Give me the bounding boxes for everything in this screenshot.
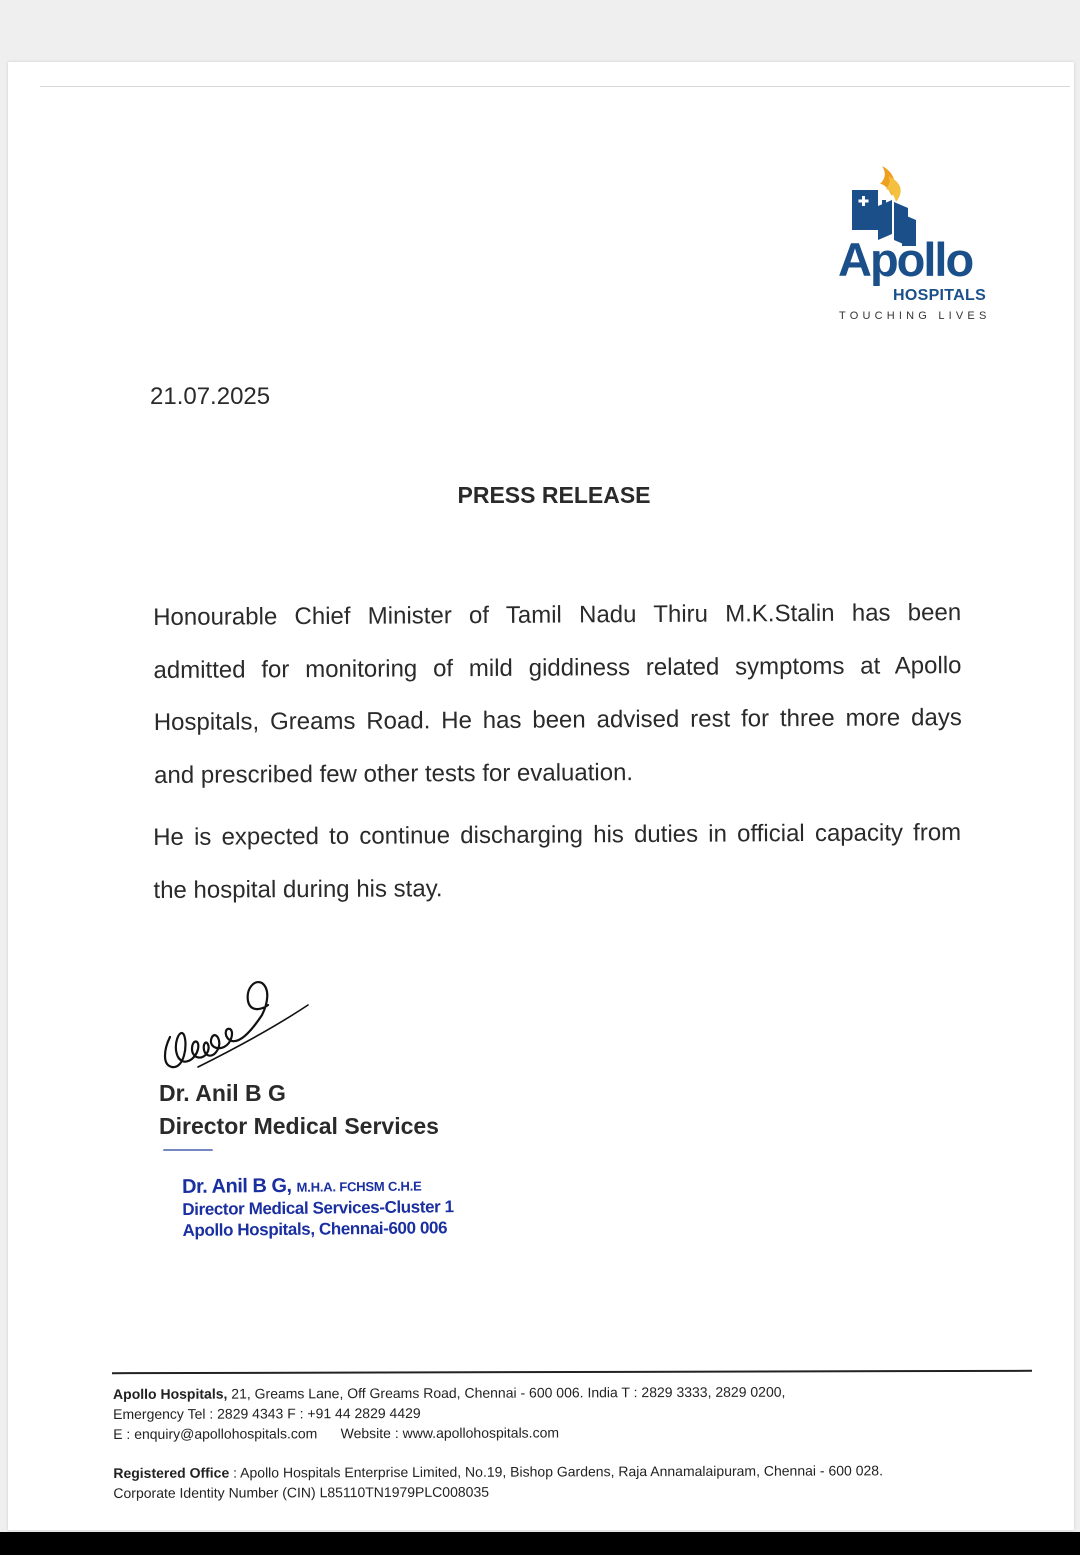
logo-subtitle: HOSPITALS xyxy=(893,287,987,304)
footer-registered-label: Registered Office xyxy=(113,1464,230,1481)
stamp-location: Apollo Hospitals, Chennai-600 006 xyxy=(182,1218,448,1240)
footer-registered-address: : Apollo Hospitals Enterprise Limited, No.19, Bishop Gardens, Raja Annamalaipuram, Chennai - 600 028. xyxy=(229,1462,883,1481)
footer-cin: Corporate Identity Number (CIN) L85110TN1979PLC008035 xyxy=(113,1483,490,1501)
body-paragraph-1: Honourable Chief Minister of Tamil Nadu Thiru M.K.Stalin has been admitted for monitoring of mild giddiness related symptoms at Apollo Hospitals, Greams Road. He has been advised rest for three more days and prescribed few other tests for evaluation. xyxy=(153,599,962,789)
stamp-designation: Director Medical Services-Cluster 1 xyxy=(182,1197,454,1219)
footer-email: E : enquiry@apollohospitals.com xyxy=(113,1425,318,1442)
stamp-name-line xyxy=(182,1173,454,1199)
official-stamp xyxy=(182,1173,454,1241)
top-divider xyxy=(40,86,1070,87)
logo-tagline: TOUCHING LIVES xyxy=(839,310,991,322)
logo-wordmark: Apollo xyxy=(838,233,973,286)
letterhead-footer xyxy=(113,1381,883,1503)
footer-address: 21, Greams Lane, Off Greams Road, Chennai - 600 006. India T : 2829 3333, 2829 0200, xyxy=(227,1383,786,1402)
screen-bottom-bar xyxy=(0,1532,1080,1555)
footer-registered-line xyxy=(113,1460,883,1483)
signatory-name: Dr. Anil B G xyxy=(159,1080,286,1106)
footer-address-line xyxy=(113,1381,883,1404)
footer-contact-line xyxy=(113,1421,883,1444)
page-title: PRESS RELEASE xyxy=(457,482,651,508)
signature-icon xyxy=(158,975,318,1080)
release-date: 21.07.2025 xyxy=(150,383,271,410)
ink-stroke xyxy=(163,1149,213,1151)
footer-website: Website : www.apollohospitals.com xyxy=(340,1424,560,1442)
footer-org: Apollo Hospitals, xyxy=(113,1385,228,1402)
stamp-qualifications: M.H.A. FCHSM C.H.E xyxy=(296,1178,422,1195)
signatory-title: Director Medical Services xyxy=(159,1113,439,1139)
footer-emergency: Emergency Tel : 2829 4343 F : +91 44 2829 4429 xyxy=(113,1404,421,1422)
stamp-name: Dr. Anil B G, xyxy=(182,1174,292,1198)
body-paragraph-2: He is expected to continue discharging his duties in official capacity from the hospital during his stay. xyxy=(153,819,962,904)
